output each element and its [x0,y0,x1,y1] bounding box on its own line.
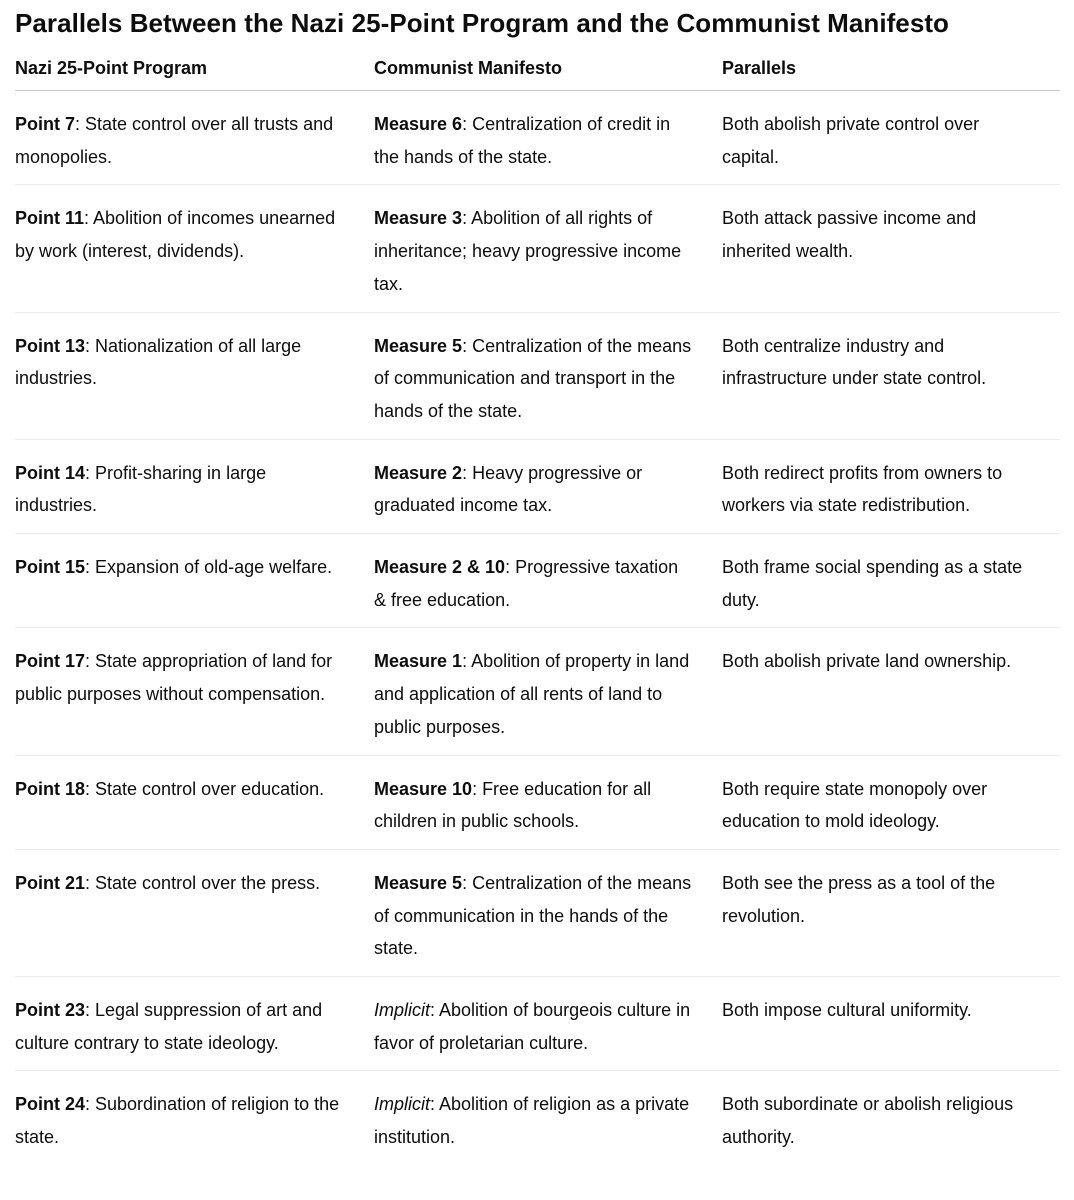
point-label: Point 7 [15,114,76,134]
measure-label: Measure 5 [374,335,463,356]
cell-communist-measure [374,185,722,312]
measure-label: Measure 6 [374,114,463,134]
header-row [15,47,1060,91]
measure-label: Measure 1 [374,651,463,672]
cell-communist-measure [374,439,722,533]
cell-parallel: Both see the press as a tool of the revolution. [722,849,1060,976]
measure-label: Measure 3 [374,208,463,229]
table-body [15,91,1060,1165]
measure-text: : Heavy progressive or graduated income tax. [374,462,643,516]
measure-text: : Centralization of credit in the hands of the state. [374,114,671,167]
measure-label: Implicit [374,1000,431,1021]
point-text: : State appropriation of land for public purposes without compensation. [15,651,333,705]
cell-nazi-point [15,1071,374,1165]
cell-parallel: Both frame social spending as a state duty. [722,534,1060,628]
measure-label: Measure 2 [374,462,463,483]
cell-parallel: Both impose cultural uniformity. [722,977,1060,1071]
cell-nazi-point [15,755,374,849]
table-header [15,47,1060,91]
point-text: : Nationalization of all large industries. [15,335,302,389]
table-row [15,185,1060,312]
cell-communist-measure [374,849,722,976]
header-communist-manifesto: Communist Manifesto [374,47,722,91]
comparison-table [15,47,1060,1165]
measure-label: Measure 2 & 10 [374,557,506,578]
point-text: : State control over education. [85,778,325,799]
point-text: : State control over all trusts and monopolies. [15,114,334,167]
measure-text: : Centralization of the means of communication in the hands of the state. [374,872,692,959]
point-label: Point 13 [15,335,86,356]
header-parallels: Parallels [722,47,1060,91]
cell-parallel: Both abolish private land ownership. [722,628,1060,755]
measure-text: : Abolition of religion as a private institution. [374,1094,690,1148]
cell-communist-measure [374,534,722,628]
point-label: Point 14 [15,462,86,483]
cell-parallel: Both attack passive income and inherited wealth. [722,185,1060,312]
point-label: Point 11 [15,208,85,229]
measure-label: Measure 10 [374,778,473,799]
page-title: Parallels Between the Nazi 25-Point Program and the Communist Manifesto [15,8,949,38]
cell-parallel: Both subordinate or abolish religious authority. [722,1094,1014,1148]
measure-text: : Centralization of the means of communication and transport in the hands of the state. [374,335,692,421]
cell-communist-measure [374,977,722,1071]
cell-parallel: Both abolish private control over capital. [722,91,1060,185]
table-row [15,439,1060,533]
point-text: : State control over the press. [85,872,321,893]
cell-nazi-point [15,312,374,439]
measure-text: : Abolition of property in land and application of all rents of land to public purposes. [374,651,690,737]
measure-text: : Free education for all children in public schools. [374,778,652,832]
point-label: Point 24 [15,1094,86,1115]
cell-nazi-point [15,849,374,976]
cell-communist-measure [374,755,722,849]
cell-nazi-point [15,534,374,628]
point-label: Point 21 [15,872,86,893]
cell-nazi-point [15,185,374,312]
point-text: : Expansion of old-age welfare. [85,557,333,578]
point-label: Point 23 [15,1000,86,1021]
cell-communist-measure [374,91,722,185]
cell-communist-measure [374,628,722,755]
measure-text: : Progressive taxation & free education. [374,557,679,610]
header-nazi-program: Nazi 25-Point Program [15,47,374,91]
cell-communist-measure [374,312,722,439]
point-label: Point 17 [15,651,86,672]
cell-nazi-point [15,439,374,533]
point-text: : Profit-sharing in large industries. [15,462,267,516]
measure-text: : Abolition of bourgeois culture in favor of proletarian culture. [374,1000,691,1053]
cell-communist-measure [374,1071,722,1165]
table-row [15,849,1060,976]
point-label: Point 18 [15,778,86,799]
table-row [15,755,1060,849]
table-row [15,628,1060,755]
point-label: Point 15 [15,557,86,578]
table-row [15,312,1060,439]
cell-nazi-point [15,977,374,1071]
measure-label: Measure 5 [374,872,463,893]
table-row [15,91,1060,185]
table-row [15,977,1060,1071]
table-row [15,1071,1060,1165]
cell-nazi-point [15,91,374,185]
point-text: : Abolition of incomes unearned by work (interest, dividends). [15,208,336,262]
cell-parallel: Both require state monopoly over education to mold ideology. [722,755,1060,849]
table-row [15,534,1060,628]
cell-parallel: Both redirect profits from owners to workers via state redistribution. [722,439,1060,533]
point-text: : Subordination of religion to the state. [15,1094,340,1148]
measure-label: Implicit [374,1094,431,1115]
point-text: : Legal suppression of art and culture contrary to state ideology. [15,1000,323,1053]
cell-parallel: Both centralize industry and infrastructure under state control. [722,312,1060,439]
cell-nazi-point [15,628,374,755]
measure-text: : Abolition of all rights of inheritance; heavy progressive income tax. [374,208,682,294]
